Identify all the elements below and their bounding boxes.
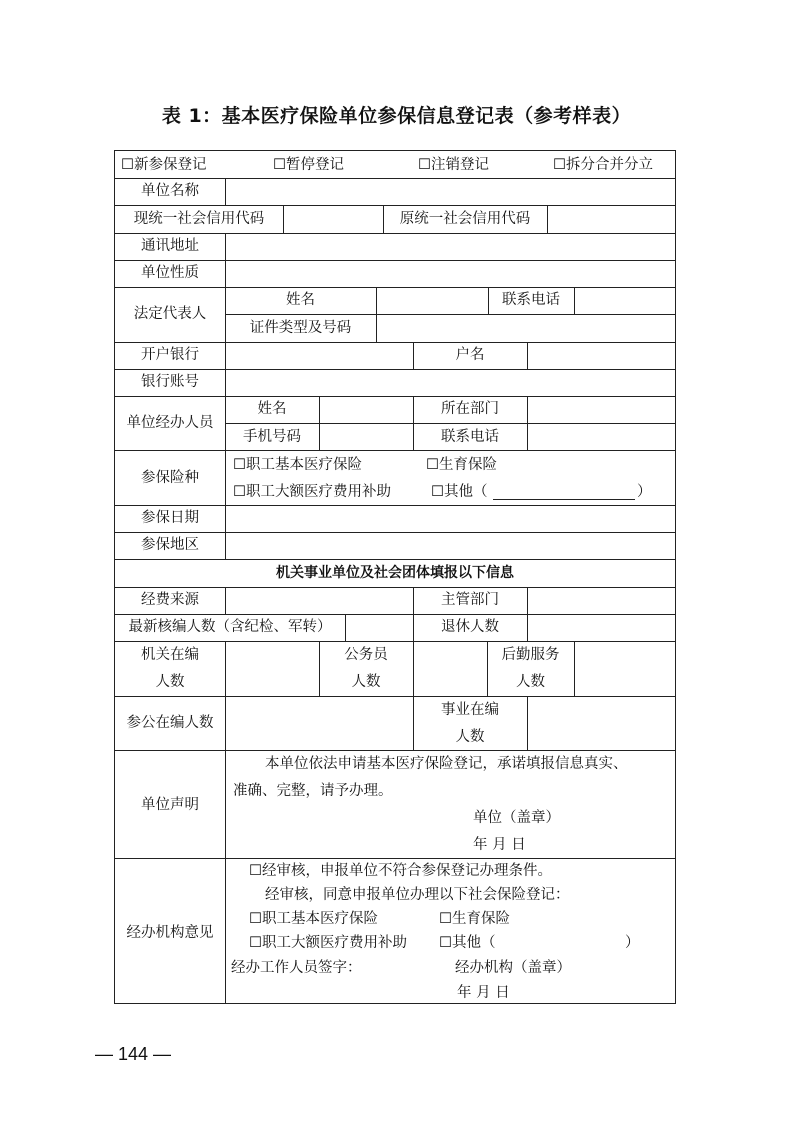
agent-dept-field[interactable] [528, 397, 674, 423]
account-name-label: 户名 [455, 347, 485, 363]
logistics-label-line1: 后勤服务 [501, 647, 560, 663]
supervisor-field[interactable] [528, 588, 674, 614]
bank-field[interactable] [226, 343, 413, 369]
agent-dept-label: 所在部门 [441, 401, 499, 417]
bank-account-label: 银行账号 [141, 374, 199, 390]
agent-mobile-field[interactable] [320, 424, 413, 450]
agency-option-other-close: ） [625, 935, 640, 951]
retired-field[interactable] [528, 615, 674, 641]
latest-staff-label: 最新核编人数（含纪检、军转） [128, 619, 332, 635]
civil-servant-field[interactable] [414, 642, 487, 696]
declaration-label: 单位声明 [141, 797, 199, 813]
legal-rep-name-label: 姓名 [286, 292, 315, 308]
unit-name-field[interactable] [226, 179, 674, 205]
agency-option-employee-basic-medical[interactable]: ☐职工基本医疗保险 [249, 911, 378, 927]
org-staff-label-line1: 机关在编 [141, 647, 199, 663]
agency-approve-line: 经审核，同意申报单位办理以下社会保险登记： [265, 887, 570, 903]
original-credit-code-label: 原统一社会信用代码 [399, 211, 531, 227]
agent-name-field[interactable] [320, 397, 413, 423]
current-credit-code-label: 现统一社会信用代码 [133, 211, 265, 227]
inst-staff-label-line1: 事业在编 [441, 702, 499, 718]
inst-staff-field[interactable] [528, 697, 674, 750]
declaration-seal: 单位（盖章） [473, 810, 560, 826]
account-name-field[interactable] [528, 343, 674, 369]
agency-date: 年 月 日 [457, 985, 510, 1001]
agency-seal: 经办机构（盖章） [455, 960, 571, 976]
address-field[interactable] [226, 234, 674, 260]
legal-rep-phone-label: 联系电话 [502, 292, 560, 308]
address-label: 通讯地址 [141, 238, 199, 254]
declaration-line-1: 本单位依法申请基本医疗保险登记，承诺填报信息真实、 [265, 756, 628, 772]
registration-form [114, 150, 676, 1004]
agent-name-label: 姓名 [257, 401, 287, 417]
ins-date-label: 参保日期 [141, 510, 199, 526]
funding-field[interactable] [226, 588, 413, 614]
org-staff-label-line2: 人数 [155, 674, 185, 690]
option-large-medical-subsidy[interactable]: ☐职工大额医疗费用补助 [233, 484, 391, 500]
agency-option-other[interactable]: ☐其他（ [439, 935, 496, 951]
declaration-date: 年 月 日 [473, 837, 526, 853]
ins-date-field[interactable] [226, 506, 674, 532]
public-staff-field[interactable] [226, 697, 413, 750]
bank-label: 开户银行 [141, 347, 199, 363]
agent-label: 单位经办人员 [126, 415, 214, 431]
insurance-type-label: 参保险种 [141, 470, 199, 486]
id-type-field[interactable] [377, 315, 674, 342]
original-credit-code-field[interactable] [548, 206, 674, 233]
org-staff-field[interactable] [226, 642, 319, 696]
current-credit-code-field[interactable] [284, 206, 383, 233]
reg-type-split-merge[interactable]: ☐拆分合并分立 [553, 157, 653, 173]
legal-rep-label: 法定代表人 [133, 306, 207, 322]
form-title: 表 1：基本医疗保险单位参保信息登记表（参考样表） [161, 105, 632, 127]
ins-region-label: 参保地区 [141, 537, 199, 553]
logistics-field[interactable] [575, 642, 674, 696]
civil-servant-label-line2: 人数 [351, 674, 381, 690]
reg-type-cancel[interactable]: ☐注销登记 [418, 157, 489, 173]
supervisor-label: 主管部门 [441, 592, 499, 608]
gov-section-header: 机关事业单位及社会团体填报以下信息 [276, 565, 514, 581]
option-other[interactable]: ☐其他（ [431, 484, 488, 500]
unit-name-label: 单位名称 [141, 183, 199, 199]
reg-type-suspend[interactable]: ☐暂停登记 [273, 157, 344, 173]
bank-account-field[interactable] [226, 370, 674, 396]
agency-option-large-medical-subsidy[interactable]: ☐职工大额医疗费用补助 [249, 935, 407, 951]
inst-staff-label-line2: 人数 [455, 729, 485, 745]
agent-phone-label: 联系电话 [441, 429, 499, 445]
latest-staff-field[interactable] [346, 615, 413, 641]
agency-reject-option[interactable]: ☐经审核，申报单位不符合参保登记办理条件。 [249, 863, 552, 879]
option-other-blank[interactable] [493, 499, 635, 500]
reg-type-new[interactable]: ☐新参保登记 [121, 157, 207, 173]
public-staff-label: 参公在编人数 [126, 715, 214, 731]
id-type-label: 证件类型及号码 [249, 320, 352, 336]
agency-opinion-label: 经办机构意见 [126, 925, 214, 941]
unit-nature-label: 单位性质 [141, 265, 199, 281]
agency-option-maternity[interactable]: ☐生育保险 [439, 911, 510, 927]
unit-nature-field[interactable] [226, 261, 674, 287]
legal-rep-phone-field[interactable] [575, 288, 674, 314]
funding-label: 经费来源 [141, 592, 199, 608]
page-number: — 144 — [95, 1044, 172, 1064]
civil-servant-label-line1: 公务员 [344, 647, 388, 663]
ins-region-field[interactable] [226, 533, 674, 559]
option-maternity[interactable]: ☐生育保险 [426, 457, 497, 473]
option-other-close: ） [637, 484, 652, 500]
declaration-line-2: 准确、完整，请予办理。 [233, 783, 393, 799]
agent-mobile-label: 手机号码 [243, 429, 301, 445]
logistics-label-line2: 人数 [516, 674, 545, 690]
retired-label: 退休人数 [441, 619, 499, 635]
agent-phone-field[interactable] [528, 424, 674, 450]
agency-staff-signature: 经办工作人员签字： [231, 960, 362, 976]
legal-rep-name-field[interactable] [377, 288, 488, 314]
option-employee-basic-medical[interactable]: ☐职工基本医疗保险 [233, 457, 362, 473]
